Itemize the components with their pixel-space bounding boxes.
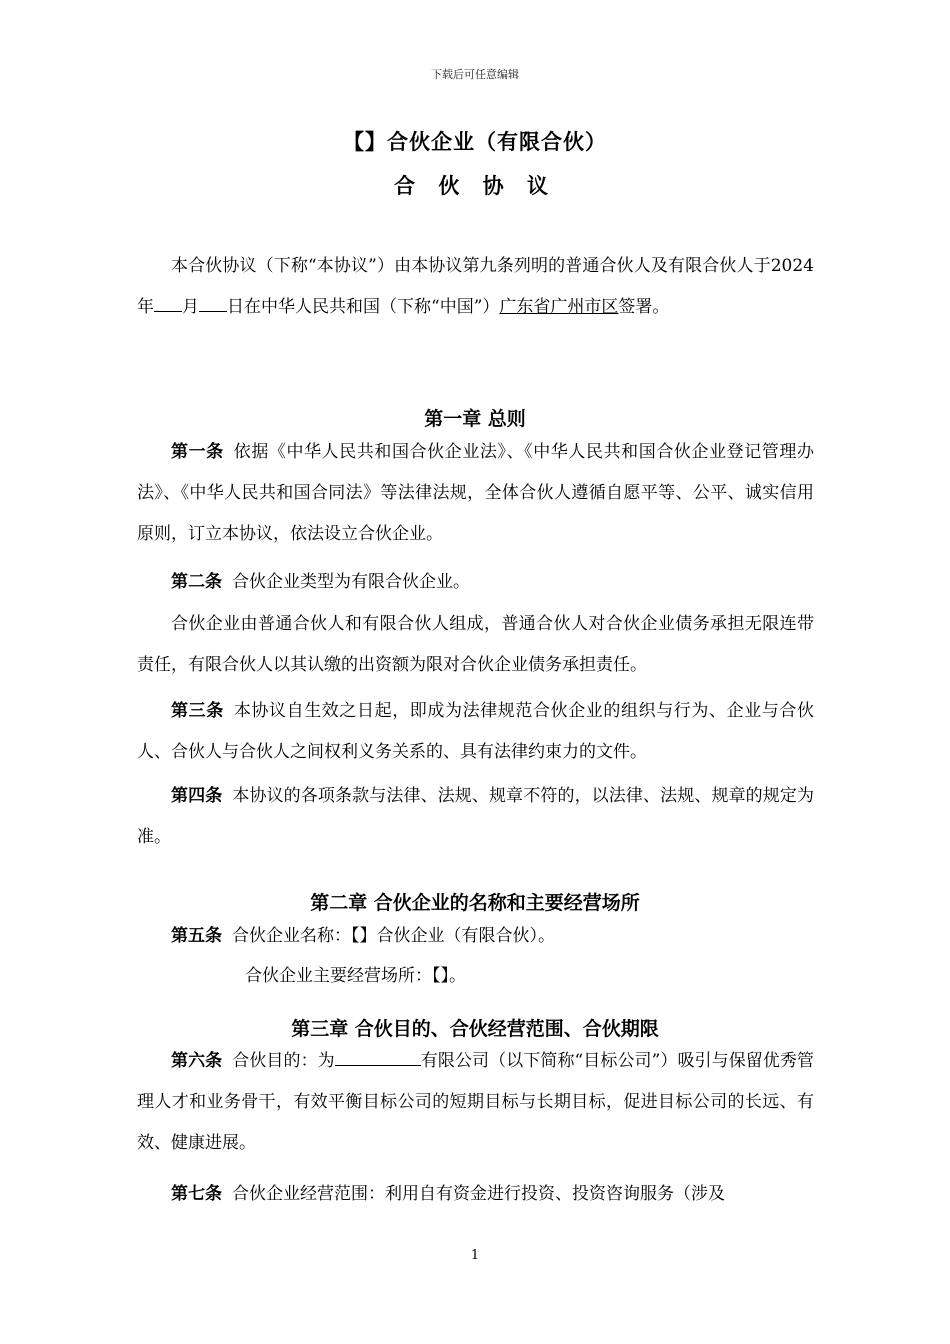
article-2 — [137, 562, 814, 603]
article-1-text: 依据《中华人民共和国合伙企业法》、《中华人民共和国合伙企业登记管理办法》、《中华人民共和国合同法》等法律法规，全体合伙人遵循自愿平等、公平、诚实信用原则，订立本协议，依法设立合伙企业。 — [137, 442, 814, 544]
month-blank — [154, 295, 182, 312]
article-3-text: 本协议自生效之日起，即成为法律规范合伙企业的组织与行为、企业与合伙人、合伙人与合伙人之间权利义务关系的、具有法律约束力的文件。 — [137, 701, 815, 762]
article-6-text-1: 合伙目的：为 — [232, 1051, 335, 1071]
day-blank — [199, 295, 227, 312]
article-1-label: 第一条 — [171, 442, 224, 462]
chapter-2-title: 第二章 合伙企业的名称和主要经营场所 — [310, 892, 640, 914]
article-5-text: 合伙企业名称：【】合伙企业（有限合伙）。 — [232, 926, 555, 946]
intro-location: 广东省广州市区 — [499, 297, 619, 317]
article-2-label: 第二条 — [171, 572, 222, 592]
article-1 — [137, 432, 814, 555]
intro-paragraph — [137, 246, 814, 328]
article-6-text-2: 有限公司（以下简称“目标公司”）吸引与保留优秀管理人才和业务骨干，有效平衡目标公司的短期目标与长期目标，促进目标公司的长远、有效、健康进展。 — [137, 1051, 815, 1153]
article-7 — [137, 1174, 814, 1215]
article-2-text: 合伙企业类型为有限合伙企业。 — [232, 572, 470, 592]
intro-text-1: 本合伙协议（下称“本协议”）由本协议第九条列明的普通合伙人及有限合伙人于2024年 — [137, 256, 814, 317]
article-5-paragraph-2: 合伙企业主要经营场所：【】。 — [245, 966, 466, 986]
article-3 — [137, 691, 814, 773]
company-name-blank — [335, 1049, 421, 1066]
intro-text-2: 日在中华人民共和国（下称“中国”） — [227, 297, 500, 317]
article-7-text: 合伙企业经营范围：利用自有资金进行投资、投资咨询服务（涉及 — [232, 1184, 725, 1204]
article-3-label: 第三条 — [171, 701, 224, 721]
article-6-label: 第六条 — [171, 1051, 223, 1071]
intro-month: 月 — [182, 297, 199, 317]
article-6 — [137, 1041, 814, 1164]
intro-text-3: 签署。 — [618, 297, 670, 317]
article-5 — [137, 916, 814, 957]
article-5-label: 第五条 — [171, 926, 222, 946]
article-4-label: 第四条 — [171, 786, 223, 806]
page-number: 1 — [470, 1248, 480, 1263]
chapter-1-title: 第一章 总则 — [424, 408, 526, 430]
chapter-3-title: 第三章 合伙目的、合伙经营范围、合伙期限 — [291, 1018, 659, 1040]
document-subtitle: 合 伙 协 议 — [394, 173, 556, 198]
article-2-paragraph-2: 合伙企业由普通合伙人和有限合伙人组成，普通合伙人对合伙企业债务承担无限连带责任，有限合伙人以其认缴的出资额为限对合伙企业债务承担责任。 — [137, 614, 814, 675]
article-4-text: 本协议的各项条款与法律、法规、规章不符的，以法律、法规、规章的规定为准。 — [137, 786, 815, 847]
page-header-note: 下载后可任意编辑 — [431, 68, 519, 81]
article-7-label: 第七条 — [171, 1184, 222, 1204]
document-title: 【】合伙企业（有限合伙） — [343, 129, 607, 154]
article-4 — [137, 776, 814, 858]
